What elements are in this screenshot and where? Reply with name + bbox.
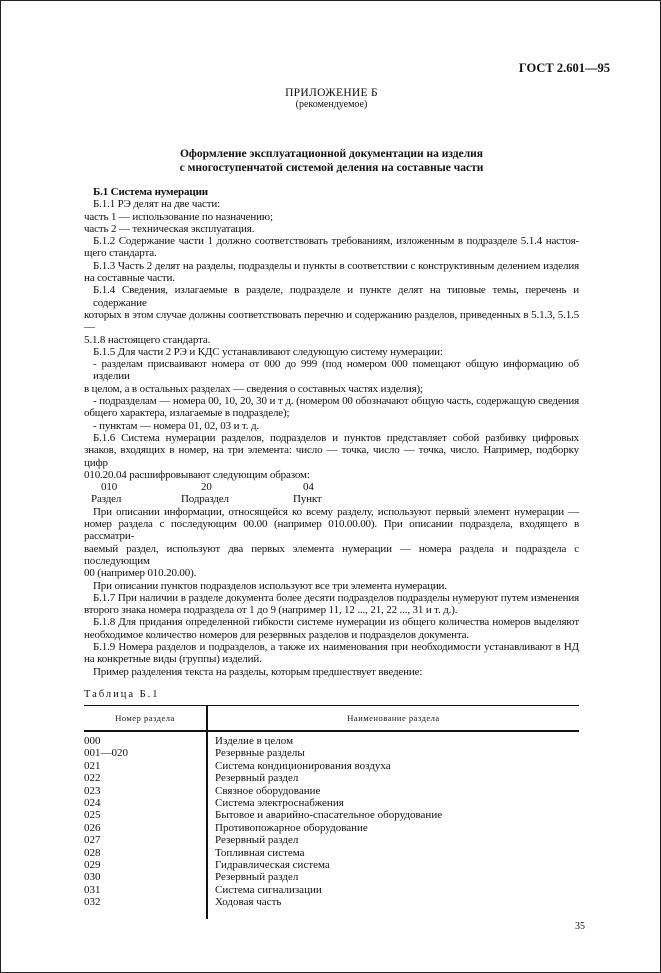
section-number: 032	[84, 896, 101, 909]
text-line: общего характера, излагаемые в подразделе);	[84, 407, 290, 420]
text-line: которых в этом случае должны соответствовать перечню и содержанию разделов, приведенных в 5.1.3, 5.1.5 —	[84, 308, 579, 334]
table-row	[84, 797, 579, 809]
text-line: - пунктам — номера 01, 02, 03 и т. д.	[93, 419, 259, 432]
section-number: 030	[84, 871, 101, 884]
section-number: 031	[84, 883, 101, 896]
table-row	[84, 834, 579, 846]
text-line: Б.1.4 Сведения, излагаемые в разделе, подразделе и пункте делят на типовые темы, перечень и содержание	[93, 284, 579, 309]
text-line: Б.1.1 РЭ делят на две части:	[93, 198, 221, 211]
section-number: 023	[84, 784, 101, 797]
example-label: Подраздел	[181, 493, 229, 506]
section-name: Гидравлическая система	[215, 858, 330, 871]
table-row	[84, 735, 579, 747]
column-header-name: Наименование раздела	[347, 712, 440, 723]
example-number: 04	[303, 481, 314, 494]
text-line: второго знака номера подраздела от 1 до 9 (например 11, 12 ..., 21, 22 ..., 31 и т. д.).	[84, 604, 458, 617]
section-number: 029	[84, 858, 101, 871]
column-header-number: Номер раздела	[115, 712, 175, 723]
heading-line: Оформление эксплуатационной документации на изделия	[179, 148, 484, 160]
text-line: на составные части.	[84, 272, 175, 285]
text-line: Б.1.2 Содержание части 1 должно соответствовать требованиям, изложенным в подразделе 5.1.4 настоя-	[93, 235, 579, 248]
text-line: - подразделам — номера 00, 10, 20, 30 и т д. (номером 00 обозначают общую часть, содержащую сведения	[93, 395, 579, 408]
text-line: ваемый раздел, используют два первых элемента нумерации — номера раздела и подраздела с последующим	[84, 542, 579, 567]
section-number: 000	[84, 734, 101, 747]
section-name: Ходовая часть	[215, 896, 282, 909]
section-name: Резервный раздел	[215, 772, 299, 785]
example-number: 20	[201, 481, 212, 494]
section-name: Противопожарное оборудование	[215, 821, 368, 834]
text-line: Б.1.7 При наличии в разделе документа более десяти подразделов подразделы нумеруют путем изменения	[93, 591, 579, 604]
text-line: необходимое количество номеров для резервных разделов и подразделов документа.	[84, 628, 469, 641]
text-line: - разделам присваивают номера от 000 до 999 (под номером 000 помещают общую информацию об изделии	[93, 358, 579, 383]
text-line: на конкретные виды (группы) изделий.	[84, 653, 262, 666]
text-line: 00 (например 010.20.00).	[84, 567, 197, 580]
sections-table	[84, 705, 579, 919]
text-line: Б.1.5 Для части 2 РЭ и КДС устанавливают следующую систему нумерации:	[93, 345, 443, 358]
text-line: номер раздела с последующим 00.00 (например 010.00.00). При описании подраздела, входящего в рассматри-	[84, 518, 579, 543]
section-name: Изделие в целом	[215, 734, 294, 747]
text-line: знаков, входящих в номер, на три элемента: число — точка, число — точка, число. Например, подборку цифр	[84, 444, 579, 469]
text-line: Пример разделения текста на разделы, которым предшествует введение:	[93, 665, 423, 678]
example-labels	[84, 493, 579, 505]
text-line: 010.20.04 расшифровывают следующим образом:	[84, 468, 310, 481]
table-caption: Таблица Б.1	[84, 688, 160, 700]
table-row	[84, 822, 579, 834]
table-header	[84, 706, 579, 732]
text-line: При описании информации, относящейся ко всему разделу, используют первый элемент нумерации —	[93, 505, 579, 518]
section-number: 022	[84, 772, 101, 785]
page-content	[84, 1, 585, 972]
heading-line: с многоступенчатой системой деления на составные части	[179, 161, 484, 174]
column-divider	[206, 706, 208, 919]
section-name: Система кондиционирования воздуха	[215, 759, 391, 772]
table-row	[84, 871, 579, 883]
text-line: 5.1.8 настоящего стандарта.	[84, 333, 211, 346]
example-numbers	[84, 481, 579, 493]
body-text	[84, 186, 579, 678]
section-name: Резервные разделы	[215, 747, 305, 760]
section-name: Связное оборудование	[215, 784, 321, 797]
table-row	[84, 809, 579, 821]
section-number: 001—020	[84, 747, 128, 760]
example-label: Раздел	[91, 493, 122, 506]
section-name: Резервный раздел	[215, 834, 299, 847]
standard-number: ГОСТ 2.601—95	[518, 61, 610, 75]
section-number: 025	[84, 809, 101, 822]
table-row	[84, 896, 579, 908]
text-line: При описании пунктов подразделов используют все три элемента нумерации.	[93, 579, 447, 592]
text-line: щего стандарта.	[84, 247, 157, 260]
table-row	[84, 847, 579, 859]
example-number: 010	[101, 481, 118, 494]
section-number: 024	[84, 796, 101, 809]
section-number: 027	[84, 834, 101, 847]
example-label: Пункт	[293, 493, 322, 506]
section-name: Бытовое и аварийно-спасательное оборудование	[215, 809, 443, 822]
text-line: Б.1.8 Для придания определенной гибкости системе нумерации из общего количества номеров выделяют	[93, 616, 579, 629]
table-row	[84, 747, 579, 759]
section-name: Система электроснабжения	[215, 796, 344, 809]
text-line: часть 2 — техническая эксплуатация.	[84, 222, 255, 235]
section-name: Топливная система	[215, 846, 305, 859]
section-number: 028	[84, 846, 101, 859]
text-line: в целом, а в остальных разделах — сведения о составных частях изделия);	[84, 382, 423, 395]
text-line: Б.1.9 Номера разделов и подразделов, а также их наименования при необходимости устанавливают в НД	[93, 640, 579, 653]
table-row	[84, 772, 579, 784]
appendix-note: (рекомендуемое)	[295, 99, 368, 110]
page-number: 35	[575, 920, 585, 932]
table-row	[84, 859, 579, 871]
section-number: 021	[84, 759, 101, 772]
table-row	[84, 785, 579, 797]
table-row	[84, 884, 579, 896]
section-name: Резервный раздел	[215, 871, 299, 884]
table-row	[84, 760, 579, 772]
text-line: Б.1.3 Часть 2 делят на разделы, подразделы и пункты в соответствии с конструктивным делением изделия	[93, 259, 579, 272]
section-number: 026	[84, 821, 101, 834]
text-line: Б.1.6 Система нумерации разделов, подразделов и пунктов представляет собой разбивку цифровых	[93, 431, 579, 444]
section-heading: Б.1 Система нумерации	[93, 186, 208, 198]
appendix-title: ПРИЛОЖЕНИЕ Б	[285, 87, 378, 99]
text-line: часть 1 — использование по назначению;	[84, 210, 273, 223]
section-name: Система сигнализации	[215, 883, 322, 896]
